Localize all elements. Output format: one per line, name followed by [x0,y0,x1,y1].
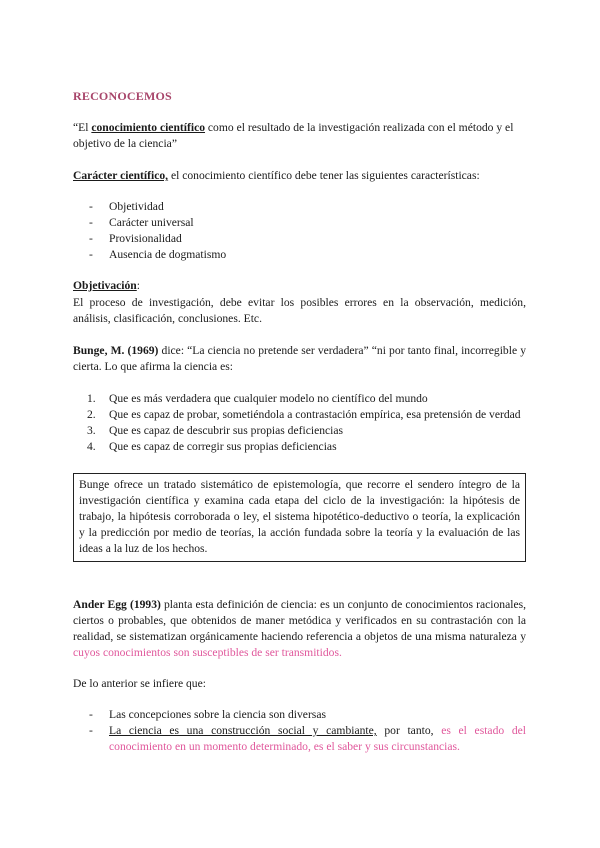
list-item-text: Provisionalidad [109,232,182,245]
ander-author: Ander Egg (1993) [73,598,161,611]
list-item [73,199,526,215]
list-item [73,423,526,439]
objetivacion-heading [73,278,526,294]
number-mark: 1. [87,392,96,405]
dash-mark: - [89,216,93,229]
conclusion-underlined: La ciencia es una construcción social y cambiante, [109,724,377,737]
list-item [73,407,526,423]
quote-paragraph [73,120,526,152]
infiere-paragraph: De lo anterior se infiere que: [73,677,206,690]
objetivacion-colon: : [136,279,140,292]
list-item [73,439,526,455]
ander-paragraph [73,597,526,661]
dash-mark: - [89,232,93,245]
list-item-text: Objetividad [109,200,164,213]
quote-rest: como el resultado de la investigación realizada con el método y el objetivo de la ciencia” [73,121,514,150]
list-item [73,723,526,755]
caracter-rest: el conocimiento científico debe tener las siguientes características: [168,169,480,182]
list-item [73,391,526,407]
list-item-text: Que es más verdadera que cualquier modelo no científico del mundo [109,392,428,405]
list-item-text: Ausencia de dogmatismo [109,248,227,261]
dash-mark: - [89,708,93,721]
dash-mark: - [89,724,93,737]
list-item-text: Que es capaz de corregir sus propias deficiencias [109,440,337,453]
section-heading: RECONOCEMOS [73,89,172,103]
conclusion-plain: por tanto, [376,724,442,737]
list-item [73,231,526,247]
ander-rest: planta esta definición de ciencia: es un conjunto de conocimientos racionales, ciertos o probables, que obtenidos de maner metódica y verificados en su contrastación con la realidad, se sistematizan orgánicamente haciendo referencia a objetos de una misma naturaleza y [73,598,527,643]
list-item-text: Las concepciones sobre la ciencia son diversas [109,708,326,721]
list-item [73,247,526,263]
bunge-summary-box: Bunge ofrece un tratado sistemático de epistemología, que recorre el sendero íntegro de la investigación científica y examina cada etapa del ciclo de la investigación: la hipótesis de trabajo, la hipótesis corroborada o ley, el sistema hipotético-deductivo o teoría, la explicación y la predicción por medio de teorías, la acción fundada sobre la teoría y la evaluación de las ideas a la luz de los hechos. [73,473,526,562]
number-mark: 4. [87,440,96,453]
list-item-text: Que es capaz de probar, sometiéndola a contrastación empírica, esa pretensión de verdad [109,408,521,421]
bunge-author: Bunge, M. (1969) [73,344,159,357]
objetivacion-label: Objetivación [73,279,137,292]
dash-mark: - [89,200,93,213]
number-mark: 2. [87,408,96,421]
ander-highlight: cuyos conocimientos son susceptibles de ser transmitidos. [73,646,342,659]
conclusion-list [73,707,526,755]
quote-open: “El [73,121,92,134]
list-item-text: Que es capaz de descubrir sus propias deficiencias [109,424,344,437]
list-item-text: Carácter universal [109,216,194,229]
dash-mark: - [89,248,93,261]
caracter-paragraph [73,168,526,184]
conclusion-highlight: es el estado del conocimiento en un momento determinado, es el saber y sus circunstancias. [109,724,526,753]
quote-term: conocimiento científico [91,121,206,134]
number-mark: 3. [87,424,96,437]
objetivacion-paragraph: El proceso de investigación, debe evitar los posibles errores en la observación, medición, análisis, clasificación, conclusiones. Etc. [73,296,526,325]
caracter-label: Carácter científico, [73,169,169,182]
bunge-list [73,391,526,455]
list-item [73,707,526,723]
caracter-list [73,199,526,263]
bunge-paragraph [73,343,526,375]
bunge-rest: dice: “La ciencia no pretende ser verdadera” “ni por tanto final, incorregible y cierta. Lo que afirma la ciencia es: [73,344,526,373]
list-item [73,215,526,231]
